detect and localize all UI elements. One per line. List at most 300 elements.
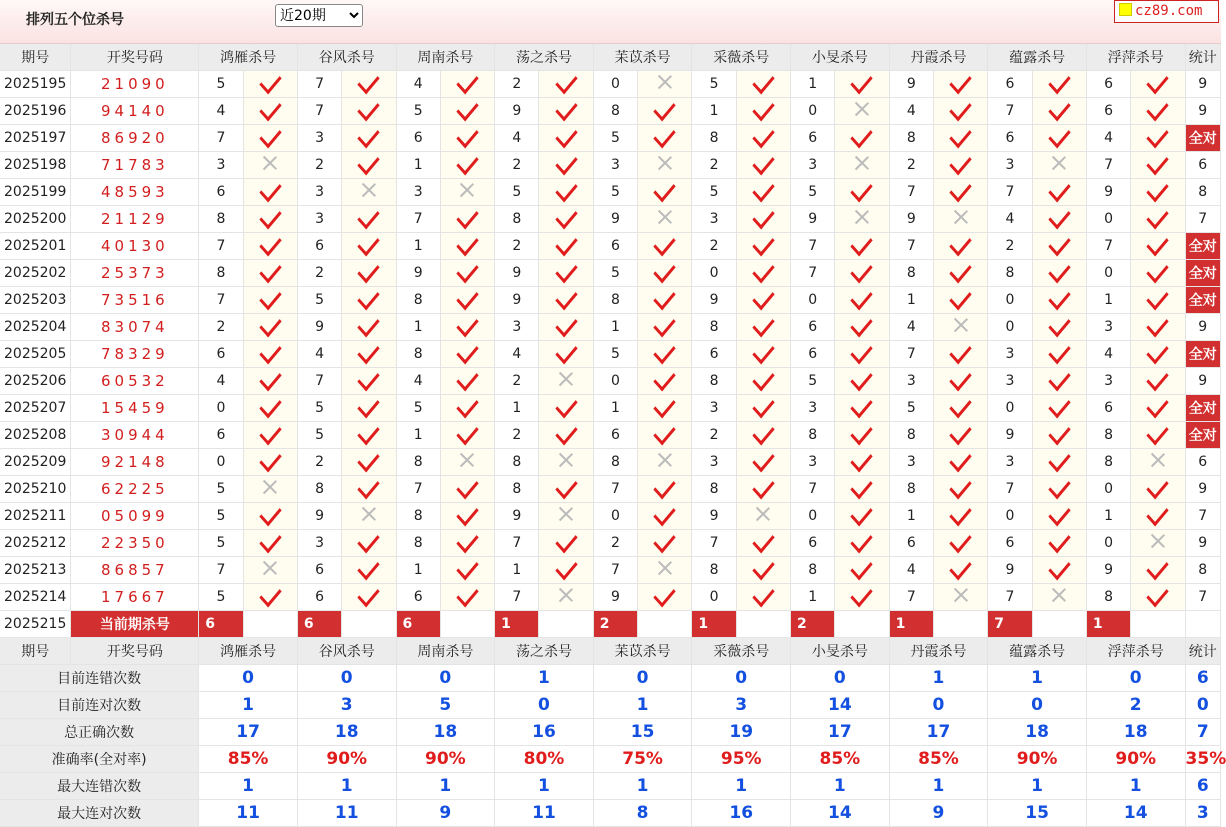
check-icon: [555, 150, 577, 176]
current-empty-cell: [638, 611, 692, 638]
kill-number-cell: 3: [890, 449, 934, 476]
stats-value: 18: [1087, 719, 1186, 746]
result-cell: [539, 314, 593, 341]
result-cell: [934, 449, 988, 476]
kill-number-cell: 5: [495, 179, 539, 206]
kill-number-cell: 1: [495, 557, 539, 584]
header-expert: 苿苡杀号: [594, 638, 693, 665]
header-expert: 小旻杀号: [791, 638, 890, 665]
result-cell: [1131, 476, 1185, 503]
stats-value: 1: [988, 773, 1087, 800]
stats-row: [0, 719, 1221, 746]
result-cell: [638, 314, 692, 341]
check-icon: [654, 258, 676, 284]
kill-number-cell: 1: [890, 287, 934, 314]
cross-icon: [658, 75, 672, 89]
result-cell: [1131, 341, 1185, 368]
result-cell: [539, 449, 593, 476]
stats-value: 1: [791, 773, 890, 800]
stats-value: 85%: [791, 746, 890, 773]
kill-number-cell: 0: [692, 584, 736, 611]
result-cell: [638, 206, 692, 233]
check-icon: [1048, 474, 1070, 500]
check-icon: [851, 501, 873, 527]
kill-number-cell: 8: [397, 503, 441, 530]
stats-label: 目前连对次数: [0, 692, 199, 719]
result-cell: [835, 152, 889, 179]
kill-number-cell: 9: [594, 584, 638, 611]
stats-value: 14: [791, 692, 890, 719]
check-icon: [555, 96, 577, 122]
current-empty-cell: [835, 611, 889, 638]
check-icon: [555, 420, 577, 446]
result-cell: [934, 395, 988, 422]
check-icon: [259, 312, 281, 338]
kill-number-cell: 5: [397, 395, 441, 422]
kill-number-cell: 7: [890, 233, 934, 260]
check-icon: [1048, 447, 1070, 473]
check-icon: [456, 96, 478, 122]
result-cell: [244, 395, 298, 422]
result-cell: [244, 206, 298, 233]
kill-number-cell: 1: [594, 395, 638, 422]
kill-number-cell: 7: [199, 233, 243, 260]
period-cell: 2025203: [0, 287, 71, 314]
result-cell: [934, 71, 988, 98]
current-empty-cell: [1131, 611, 1185, 638]
result-cell: [1033, 152, 1087, 179]
kill-number-cell: 7: [890, 179, 934, 206]
top-bar: [0, 0, 1221, 44]
kill-number-cell: 8: [791, 422, 835, 449]
check-icon: [259, 501, 281, 527]
result-cell: [1131, 368, 1185, 395]
current-kill-number: 1: [692, 611, 736, 638]
check-icon: [456, 474, 478, 500]
result-cell: [342, 422, 396, 449]
kill-number-cell: 6: [199, 341, 243, 368]
kill-number-cell: 7: [199, 287, 243, 314]
check-icon: [456, 204, 478, 230]
check-icon: [456, 393, 478, 419]
header-period: 期号: [0, 638, 71, 665]
check-icon: [358, 339, 380, 365]
check-icon: [851, 69, 873, 95]
result-cell: [835, 206, 889, 233]
kill-number-cell: 7: [988, 476, 1032, 503]
result-cell: [737, 422, 791, 449]
result-cell: [539, 584, 593, 611]
check-icon: [851, 123, 873, 149]
check-icon: [1147, 231, 1169, 257]
kill-number-cell: 2: [199, 314, 243, 341]
result-cell: [342, 287, 396, 314]
period-cell: 2025201: [0, 233, 71, 260]
check-icon: [752, 366, 774, 392]
kill-number-cell: 5: [298, 287, 342, 314]
check-icon: [1147, 150, 1169, 176]
check-icon: [752, 150, 774, 176]
kill-number-cell: 1: [397, 233, 441, 260]
kill-number-cell: 3: [1087, 368, 1131, 395]
kill-number-cell: 2: [495, 71, 539, 98]
result-cell: [638, 125, 692, 152]
stats-value: 1: [594, 692, 693, 719]
result-cell: [1033, 503, 1087, 530]
winning-number-cell: 40130: [71, 233, 199, 260]
result-cell: [244, 287, 298, 314]
kill-number-cell: 2: [692, 233, 736, 260]
kill-number-cell: 0: [988, 503, 1032, 530]
check-icon: [358, 96, 380, 122]
check-icon: [654, 420, 676, 446]
result-cell: [638, 98, 692, 125]
kill-number-cell: 6: [594, 422, 638, 449]
kill-number-cell: 6: [199, 422, 243, 449]
check-icon: [752, 177, 774, 203]
result-cell: [638, 557, 692, 584]
result-cell: [244, 314, 298, 341]
result-cell: [638, 503, 692, 530]
stat-cell: 全对: [1186, 287, 1221, 314]
stats-value: 85%: [890, 746, 989, 773]
kill-number-cell: 4: [298, 341, 342, 368]
result-cell: [737, 206, 791, 233]
stat-cell: 全对: [1186, 395, 1221, 422]
kill-number-cell: 9: [988, 557, 1032, 584]
kill-number-cell: 4: [988, 206, 1032, 233]
kill-number-cell: 9: [298, 314, 342, 341]
kill-number-cell: 3: [791, 152, 835, 179]
result-cell: [1131, 71, 1185, 98]
result-cell: [638, 449, 692, 476]
check-icon: [358, 150, 380, 176]
result-cell: [1033, 341, 1087, 368]
kill-number-cell: 1: [397, 557, 441, 584]
period-range-select[interactable]: [275, 4, 363, 27]
result-cell: [342, 449, 396, 476]
winning-number-cell: 94140: [71, 98, 199, 125]
result-cell: [1033, 584, 1087, 611]
result-cell: [737, 341, 791, 368]
kill-number-cell: 2: [495, 422, 539, 449]
kill-number-cell: 3: [988, 341, 1032, 368]
result-cell: [342, 503, 396, 530]
check-icon: [555, 204, 577, 230]
kill-number-cell: 7: [298, 98, 342, 125]
kill-number-cell: 4: [397, 71, 441, 98]
stats-value: 19: [692, 719, 791, 746]
kill-number-cell: 7: [298, 368, 342, 395]
kill-number-cell: 7: [988, 98, 1032, 125]
result-cell: [539, 422, 593, 449]
winning-number-cell: 05099: [71, 503, 199, 530]
result-cell: [934, 557, 988, 584]
stats-row: [0, 692, 1221, 719]
kill-number-cell: 0: [791, 287, 835, 314]
result-cell: [539, 395, 593, 422]
stats-value: 3: [298, 692, 397, 719]
kill-number-cell: 5: [298, 422, 342, 449]
result-cell: [934, 314, 988, 341]
kill-number-cell: 7: [199, 125, 243, 152]
current-empty-cell: [441, 611, 495, 638]
result-cell: [1131, 449, 1185, 476]
stats-value: 75%: [594, 746, 693, 773]
result-cell: [244, 584, 298, 611]
stats-row: [0, 773, 1221, 800]
header-expert: 谷风杀号: [298, 44, 397, 71]
result-cell: [737, 98, 791, 125]
result-cell: [835, 179, 889, 206]
check-icon: [1048, 258, 1070, 284]
kill-number-cell: 6: [791, 530, 835, 557]
result-cell: [638, 341, 692, 368]
cross-icon: [954, 588, 968, 602]
cross-icon: [954, 318, 968, 332]
stats-value: 17: [890, 719, 989, 746]
check-icon: [752, 231, 774, 257]
result-cell: [441, 395, 495, 422]
result-cell: [638, 395, 692, 422]
kill-number-cell: 2: [594, 530, 638, 557]
table-row: [0, 98, 1221, 125]
stats-value: 1: [692, 773, 791, 800]
kill-number-cell: 6: [791, 314, 835, 341]
kill-number-cell: 2: [495, 152, 539, 179]
cross-icon: [460, 183, 474, 197]
result-cell: [835, 98, 889, 125]
stat-cell: 9: [1186, 368, 1221, 395]
kill-number-cell: 6: [1087, 71, 1131, 98]
result-cell: [441, 152, 495, 179]
check-icon: [456, 366, 478, 392]
stats-value: 90%: [1087, 746, 1186, 773]
kill-number-cell: 0: [594, 503, 638, 530]
cross-icon: [559, 507, 573, 521]
result-cell: [835, 71, 889, 98]
check-icon: [555, 528, 577, 554]
result-cell: [638, 179, 692, 206]
current-kill-label: 当前期杀号: [71, 611, 199, 638]
result-cell: [737, 125, 791, 152]
kill-number-cell: 1: [594, 314, 638, 341]
kill-number-cell: 3: [298, 125, 342, 152]
stats-value: 18: [988, 719, 1087, 746]
table-row: [0, 557, 1221, 584]
winning-number-cell: 92148: [71, 449, 199, 476]
winning-number-cell: 22350: [71, 530, 199, 557]
result-cell: [539, 368, 593, 395]
result-cell: [934, 476, 988, 503]
kill-number-cell: 9: [988, 422, 1032, 449]
result-cell: [1033, 449, 1087, 476]
result-cell: [244, 260, 298, 287]
result-cell: [835, 368, 889, 395]
result-cell: [539, 557, 593, 584]
stats-value: 3: [1186, 800, 1221, 827]
period-cell: 2025207: [0, 395, 71, 422]
stats-value: 16: [692, 800, 791, 827]
header-expert: 小旻杀号: [791, 44, 890, 71]
kill-number-cell: 3: [988, 152, 1032, 179]
result-cell: [835, 503, 889, 530]
stats-value: 11: [495, 800, 594, 827]
check-icon: [654, 123, 676, 149]
check-icon: [456, 339, 478, 365]
result-cell: [342, 125, 396, 152]
current-empty-cell: [244, 611, 298, 638]
result-cell: [638, 584, 692, 611]
table-row: [0, 233, 1221, 260]
result-cell: [1131, 152, 1185, 179]
check-icon: [654, 582, 676, 608]
result-cell: [835, 422, 889, 449]
kill-number-cell: 8: [890, 476, 934, 503]
winning-number-cell: 21090: [71, 71, 199, 98]
stats-value: 0: [791, 665, 890, 692]
result-cell: [1131, 98, 1185, 125]
stat-cell: 9: [1186, 71, 1221, 98]
check-icon: [456, 231, 478, 257]
kill-number-cell: 3: [495, 314, 539, 341]
check-icon: [456, 285, 478, 311]
page-title: 排列五个位杀号: [26, 12, 124, 28]
kill-number-cell: 9: [890, 206, 934, 233]
result-cell: [1033, 422, 1087, 449]
table-row: [0, 395, 1221, 422]
result-cell: [737, 71, 791, 98]
kill-number-cell: 6: [397, 125, 441, 152]
kill-number-cell: 0: [594, 368, 638, 395]
check-icon: [1147, 69, 1169, 95]
table-row: [0, 206, 1221, 233]
check-icon: [259, 177, 281, 203]
result-cell: [638, 233, 692, 260]
cross-icon: [1151, 453, 1165, 467]
winning-number-cell: 30944: [71, 422, 199, 449]
result-cell: [638, 260, 692, 287]
stat-cell: 全对: [1186, 341, 1221, 368]
header-stat: 统计: [1186, 44, 1221, 71]
period-cell: 2025202: [0, 260, 71, 287]
result-cell: [737, 368, 791, 395]
header-expert: 荡之杀号: [495, 638, 594, 665]
check-icon: [949, 123, 971, 149]
kill-number-cell: 8: [692, 314, 736, 341]
site-logo[interactable]: [1114, 0, 1219, 23]
current-kill-number: 7: [988, 611, 1032, 638]
check-icon: [949, 339, 971, 365]
result-cell: [737, 314, 791, 341]
result-cell: [441, 584, 495, 611]
check-icon: [949, 501, 971, 527]
kill-number-cell: 5: [199, 71, 243, 98]
check-icon: [358, 555, 380, 581]
kill-number-cell: 1: [890, 503, 934, 530]
result-cell: [737, 152, 791, 179]
kill-number-cell: 8: [397, 449, 441, 476]
result-cell: [342, 584, 396, 611]
header-winning-number: 开奖号码: [71, 44, 199, 71]
header-expert: 丹霞杀号: [890, 44, 989, 71]
kill-number-cell: 0: [594, 71, 638, 98]
stats-value: 9: [397, 800, 496, 827]
kill-number-cell: 6: [890, 530, 934, 557]
check-icon: [1147, 258, 1169, 284]
stats-value: 1: [890, 665, 989, 692]
kill-number-cell: 8: [397, 530, 441, 557]
check-icon: [1147, 501, 1169, 527]
winning-number-cell: 86920: [71, 125, 199, 152]
kill-number-cell: 7: [988, 179, 1032, 206]
stats-value: 80%: [495, 746, 594, 773]
result-cell: [441, 314, 495, 341]
kill-number-cell: 8: [692, 476, 736, 503]
stats-value: 8: [594, 800, 693, 827]
result-cell: [835, 584, 889, 611]
check-icon: [1048, 204, 1070, 230]
kill-number-cell: 7: [692, 530, 736, 557]
check-icon: [949, 258, 971, 284]
check-icon: [358, 582, 380, 608]
check-icon: [456, 501, 478, 527]
check-icon: [456, 150, 478, 176]
result-cell: [1131, 206, 1185, 233]
cross-icon: [658, 210, 672, 224]
check-icon: [555, 339, 577, 365]
result-cell: [244, 449, 298, 476]
check-icon: [358, 69, 380, 95]
result-cell: [244, 341, 298, 368]
kill-number-cell: 0: [988, 395, 1032, 422]
check-icon: [654, 285, 676, 311]
kill-number-cell: 0: [199, 449, 243, 476]
stats-value: 2: [1087, 692, 1186, 719]
kill-number-cell: 1: [791, 71, 835, 98]
kill-number-cell: 7: [1087, 233, 1131, 260]
result-cell: [737, 233, 791, 260]
result-cell: [934, 152, 988, 179]
check-icon: [654, 312, 676, 338]
kill-number-cell: 3: [298, 530, 342, 557]
check-icon: [1048, 96, 1070, 122]
check-icon: [752, 339, 774, 365]
stat-cell: 6: [1186, 449, 1221, 476]
result-cell: [1033, 71, 1087, 98]
cross-icon: [559, 372, 573, 386]
stats-value: 15: [594, 719, 693, 746]
kill-number-cell: 4: [199, 98, 243, 125]
kill-number-cell: 9: [495, 287, 539, 314]
check-icon: [752, 420, 774, 446]
result-cell: [342, 368, 396, 395]
result-cell: [835, 314, 889, 341]
result-cell: [1131, 287, 1185, 314]
check-icon: [1048, 339, 1070, 365]
kill-number-cell: 5: [791, 368, 835, 395]
current-kill-number: 2: [791, 611, 835, 638]
result-cell: [835, 233, 889, 260]
header-expert: 周南杀号: [397, 638, 496, 665]
stats-value: 18: [298, 719, 397, 746]
check-icon: [654, 528, 676, 554]
check-icon: [1147, 285, 1169, 311]
stats-value: 1: [890, 773, 989, 800]
result-cell: [244, 98, 298, 125]
result-cell: [737, 584, 791, 611]
check-icon: [1048, 555, 1070, 581]
